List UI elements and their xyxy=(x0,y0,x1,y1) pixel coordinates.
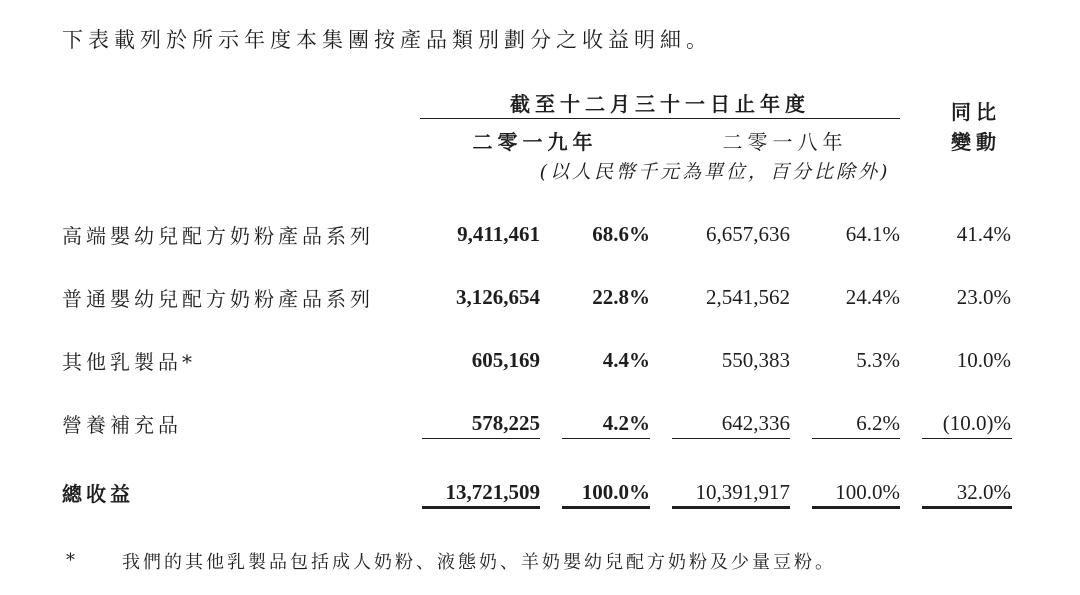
value-2018: 642,336 xyxy=(721,411,790,435)
percent-2019: 68.6% xyxy=(592,222,650,246)
percent-2019: 4.2% xyxy=(602,411,650,435)
percent-2019: 22.8% xyxy=(592,285,650,309)
intro-text: 下表載列於所示年度本集團按產品類別劃分之收益明細。 xyxy=(62,28,712,52)
yoy-header-line2: 變動 xyxy=(951,130,1001,154)
yoy-change: 23.0% xyxy=(956,285,1011,309)
subtotal-rule xyxy=(422,438,540,439)
period-header-rule xyxy=(420,118,900,119)
subtotal-rule xyxy=(922,438,1012,439)
year-2018-header: 二零一八年 xyxy=(722,130,848,154)
total-yoy-change: 32.0% xyxy=(956,480,1011,504)
total-double-rule xyxy=(922,506,1012,509)
value-2018: 6,657,636 xyxy=(706,222,790,246)
total-double-rule xyxy=(422,506,540,509)
total-percent-2019: 100.0% xyxy=(581,480,650,504)
row-label: 其他乳製品* xyxy=(62,350,196,374)
total-double-rule xyxy=(672,506,790,509)
value-2018: 550,383 xyxy=(721,348,790,372)
percent-2019: 4.4% xyxy=(602,348,650,372)
period-header: 截至十二月三十一日止年度 xyxy=(510,92,810,116)
yoy-header-line1: 同比 xyxy=(951,100,1001,124)
percent-2018: 6.2% xyxy=(856,411,900,435)
row-label: 普通嬰幼兒配方奶粉產品系列 xyxy=(62,287,374,311)
value-2019: 578,225 xyxy=(471,411,540,435)
year-2019-header: 二零一九年 xyxy=(472,130,598,154)
total-label: 總收益 xyxy=(62,482,134,506)
subtotal-rule xyxy=(812,438,900,439)
total-value-2019: 13,721,509 xyxy=(445,480,540,504)
footnote-text: 我們的其他乳製品包括成人奶粉、液態奶、羊奶嬰幼兒配方奶粉及少量豆粉。 xyxy=(122,552,836,573)
percent-2018: 64.1% xyxy=(845,222,900,246)
total-percent-2018: 100.0% xyxy=(835,480,900,504)
total-double-rule xyxy=(812,506,900,509)
value-2019: 9,411,461 xyxy=(457,222,540,246)
percent-2018: 5.3% xyxy=(856,348,900,372)
total-value-2018: 10,391,917 xyxy=(695,480,790,504)
percent-2018: 24.4% xyxy=(845,285,900,309)
yoy-change: 10.0% xyxy=(956,348,1011,372)
value-2019: 3,126,654 xyxy=(456,285,540,309)
yoy-change: 41.4% xyxy=(956,222,1011,246)
unit-note: (以人民幣千元為單位，百分比除外) xyxy=(539,161,891,183)
total-double-rule xyxy=(562,506,650,509)
value-2019: 605,169 xyxy=(471,348,540,372)
subtotal-rule xyxy=(562,438,650,439)
footnote-marker: * xyxy=(66,550,78,571)
subtotal-rule xyxy=(672,438,790,439)
row-label: 營養補充品 xyxy=(62,413,182,437)
yoy-change: (10.0)% xyxy=(942,411,1011,435)
row-label: 高端嬰幼兒配方奶粉產品系列 xyxy=(62,224,374,248)
value-2018: 2,541,562 xyxy=(706,285,790,309)
